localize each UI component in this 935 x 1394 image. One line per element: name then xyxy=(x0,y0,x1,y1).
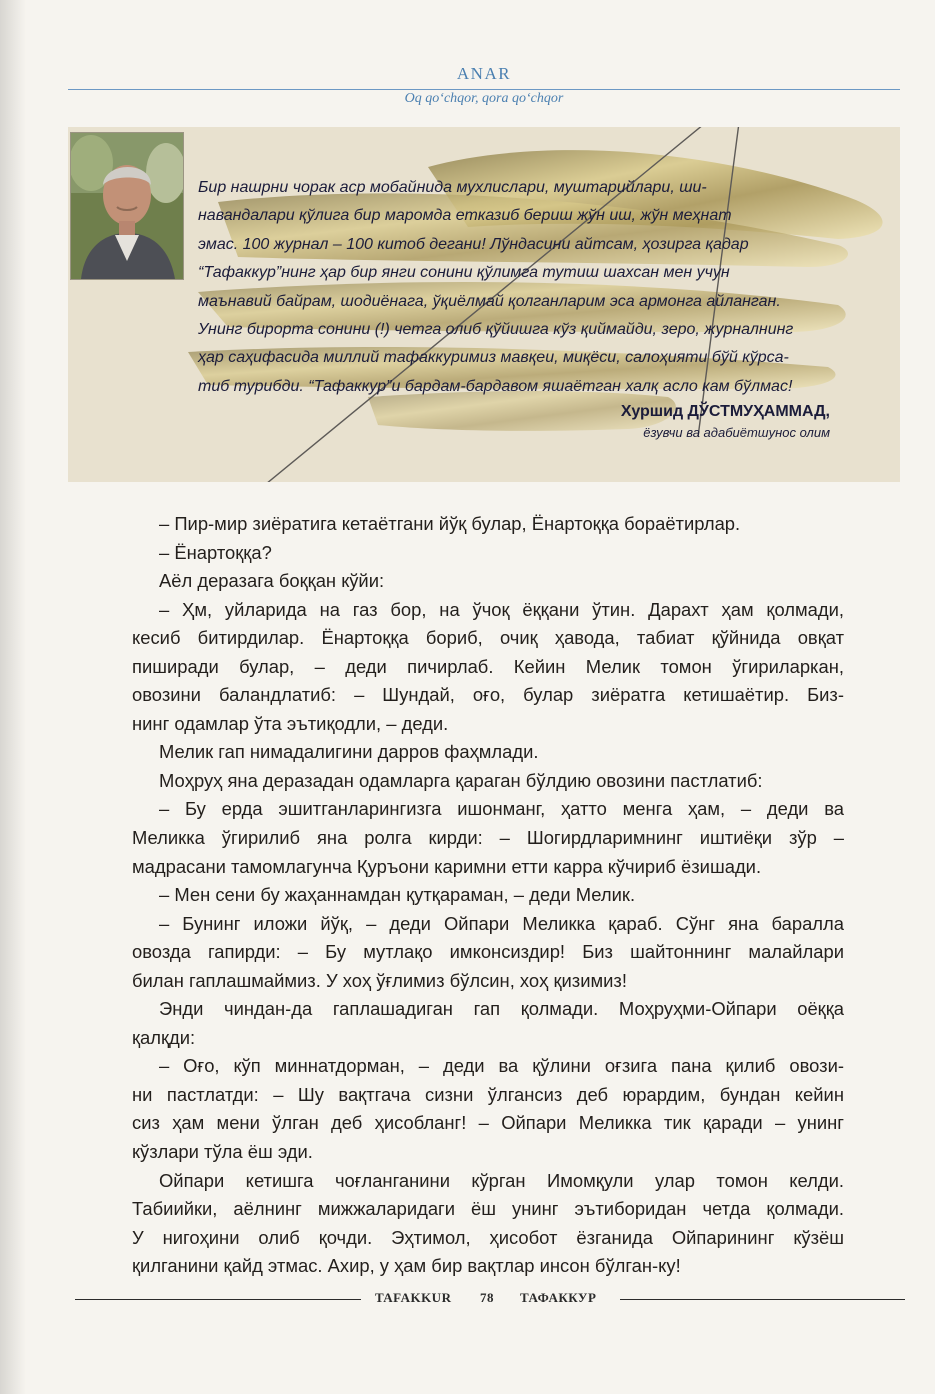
body-line: Меликка ўгирилиб яна ролга кирди: – Шогирдларимнинг иштиёқи зўр – xyxy=(132,827,844,849)
quote-author-name: Хуршид ДЎСТМУҲАММАД, xyxy=(620,403,830,420)
body-line: қалқди: xyxy=(132,1026,196,1048)
footer-rule-right xyxy=(620,1299,905,1300)
quote-line: маънавий байрам, шодиёнага, ўқиёлмай қолганларим эса армонга айланган. xyxy=(198,292,781,310)
quote-line: Бир нашрни чорак аср мобайнида мухлислари, муштарийлари, ши- xyxy=(198,179,707,196)
quote-line: “Тафаккур”нинг ҳар бир янги сонини қўлимга тутиш шахсан мен учун xyxy=(198,264,730,282)
body-line: Табиийки, аёлнинг мижжаларидаги ёш унинг эътиборидан четда қолмади. xyxy=(132,1198,844,1220)
quote-line: ҳар саҳифасида миллий тафаккуримиз мавқеи, миқёси, салоҳияти бўй кўрса- xyxy=(198,349,789,367)
body-line: – Бунинг иложи йўқ, – деди Ойпари Меликка қараб. Сўнг яна баралла xyxy=(159,912,844,934)
body-line: мадрасани тамомлагунча Қуръони каримни етти карра кўчириб ёзишади. xyxy=(132,855,762,877)
footer-rule-left xyxy=(75,1299,361,1300)
body-line: – Пир-мир зиёратига кетаётгани йўқ булар, Ёнартоққа бораётирлар. xyxy=(159,513,741,534)
quote-line: тиб турибди. “Тафаккур”и бардам-бардавом яшаётган халқ асло кам бўлмас! xyxy=(198,377,793,395)
epigraph-quote-box xyxy=(68,127,900,482)
body-line: – Мен сени бу жаҳаннамдан қутқараман, – деди Мелик. xyxy=(159,884,636,906)
footer-magazine-cyrillic: ТАФАККУР xyxy=(520,1290,597,1305)
author-portrait xyxy=(70,132,184,280)
page-edge-shadow xyxy=(0,0,26,1394)
epigraph-text xyxy=(198,174,838,401)
body-line: – Оғо, кўп миннатдорман, – деди ва қўлини оғзига пана қилиб овози- xyxy=(159,1055,844,1077)
body-line: ни пастлатди: – Шу вақтгача сизни ўлгансиз деб юрардим, бундан кейин xyxy=(132,1083,844,1105)
body-line: кесиб битирдилар. Ёнартоққа бориб, очиқ ҳавода, табиат қўйнида овқат xyxy=(132,627,844,649)
body-line: овозда гапирди: – Бу мутлақо имконсиздир! Биз шайтоннинг малайлари xyxy=(132,941,844,963)
body-line: – Ёнартоққа? xyxy=(159,541,272,563)
body-line: Моҳруҳ яна деразадан одамларга қараган бўлдию овозини пастлатиб: xyxy=(159,769,763,791)
header-subtitle: Oq qo‘chqor, qora qo‘chqor xyxy=(404,91,564,106)
body-line: пиширади булар, – деди пичирлаб. Кейин Мелик томон ўгириларкан, xyxy=(132,655,844,677)
body-line: Ойпари кетишга чоғланганини кўрган Имомқули улар томон келди. xyxy=(159,1169,844,1191)
quote-line: навандалари қўлига бир маромда етказиб бериш жўн иш, жўн меҳнат xyxy=(198,207,732,225)
header-rule xyxy=(68,89,900,90)
body-line: Энди чиндан-да гаплашадиган гап қолмади. Моҳруҳми-Ойпари оёққа xyxy=(159,998,844,1020)
body-line: кўзлари тўла ёш эди. xyxy=(132,1141,313,1163)
body-line: нинг одамлар ўта эътиқодли, – деди. xyxy=(132,712,449,734)
page-number: 78 xyxy=(480,1290,494,1305)
quote-line: Унинг бирорта сонини (!) четга олиб қўйишга кўз қиймайди, зеро, журналнинг xyxy=(198,321,794,339)
body-line: Аёл деразага боққан кўйи: xyxy=(159,570,385,592)
quote-line: эмас. 100 журнал – 100 китоб дегани! Лўндасини айтсам, ҳозирга қадар xyxy=(198,235,749,253)
body-line: – Бу ерда эшитганларингизга ишонманг, ҳатто менга ҳам, – деди ва xyxy=(159,798,844,820)
page-footer xyxy=(75,1290,905,1310)
quote-author-role: ёзувчи ва адабиётшунос олим xyxy=(643,425,830,440)
body-line: овозини баландлатиб: – Шундай, оғо, булар зиёратга кетишаётир. Биз- xyxy=(132,684,844,706)
body-line: – Ҳм, уйларида на газ бор, на ўчоқ ёққани ўтин. Дарахт ҳам қолмади, xyxy=(159,598,844,620)
footer-magazine-latin: TAFAKKUR xyxy=(375,1290,452,1305)
article-body xyxy=(132,510,844,1281)
body-line: билан гаплашмаймиз. У хоҳ ўғлимиз бўлсин, хоҳ қизимиз! xyxy=(132,969,627,991)
body-line: У нигоҳини олиб қочди. Эҳтимол, ҳисобот ёзганида Ойпарининг кўзёш xyxy=(132,1226,844,1248)
body-line: Мелик гап нимадалигини дарров фаҳмлади. xyxy=(159,741,539,763)
body-line: қилганини қайд этмас. Ахир, у ҳам бир вақтлар инсон бўлган-ку! xyxy=(132,1255,681,1277)
running-header xyxy=(68,64,900,106)
header-author: ANAR xyxy=(456,64,512,83)
body-line: сиз ҳам мени ўлган деб ҳисобланг! – Ойпари Меликка тик қаради – унинг xyxy=(132,1112,844,1134)
